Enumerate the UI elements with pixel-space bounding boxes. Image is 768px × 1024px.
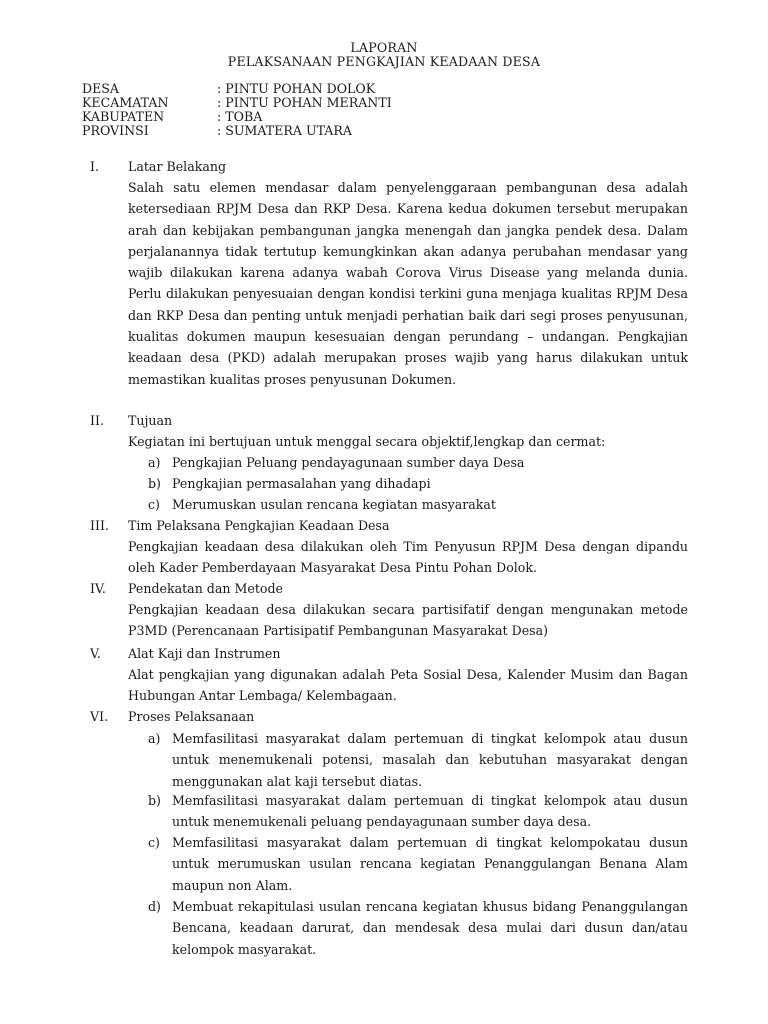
section-numeral: IV. <box>90 581 106 596</box>
list-item-text: Memfasilitasi masyarakat dalam pertemuan di tingkat kelompok atau dusun untuk menemukenali peluang pendayagunaan sumber daya desa. <box>172 793 688 830</box>
section-body: Alat pengkajian yang digunakan adalah Peta Sosial Desa, Kalender Musim dan Bagan Hubungan Antar Lembaga/ Kelembagaan. <box>128 667 688 704</box>
list-item-text: Membuat rekapitulasi usulan rencana kegiatan khusus bidang Penanggulangan Bencana, keadaan darurat, dan mendesak desa mulai dari dusun dan/atau kelompok masyarakat. <box>172 899 688 957</box>
list-item-letter: b) <box>148 476 161 491</box>
section-title: Tim Pelaksana Pengkajian Keadaan Desa <box>128 518 390 533</box>
identity-value: : PINTU POHAN MERANTI <box>217 95 392 110</box>
identity-value: : TOBA <box>217 109 263 124</box>
section-intro: Kegiatan ini bertujuan untuk menggal secara objektif,lengkap dan cermat: <box>128 434 606 449</box>
section-body: Pengkajian keadaan desa dilakukan oleh Tim Penyusun RPJM Desa dengan dipandu oleh Kader Pemberdayaan Masyarakat Desa Pintu Pohan Dolok. <box>128 539 688 576</box>
list-item-letter: a) <box>148 731 161 746</box>
section-numeral: VI. <box>90 709 109 724</box>
section-title: Proses Pelaksanaan <box>128 709 255 724</box>
identity-value: : PINTU POHAN DOLOK <box>217 81 376 96</box>
section-numeral: I. <box>90 159 99 174</box>
section-numeral: II. <box>90 413 104 428</box>
list-item-letter: b) <box>148 793 161 808</box>
list-item-letter: c) <box>148 835 160 850</box>
identity-key: PROVINSI <box>82 123 149 138</box>
list-item-letter: a) <box>148 455 161 470</box>
list-item-letter: d) <box>148 899 161 914</box>
report-title: LAPORAN <box>350 40 418 55</box>
identity-key: KECAMATAN <box>82 95 169 110</box>
section-title: Alat Kaji dan Instrumen <box>128 646 281 661</box>
identity-value: : SUMATERA UTARA <box>217 123 352 138</box>
list-item-text: Merumuskan usulan rencana kegiatan masyarakat <box>172 497 496 512</box>
section-body: Salah satu elemen mendasar dalam penyelenggaraan pembangunan desa adalah ketersediaan RPJM Desa dan RKP Desa. Karena kedua dokumen tersebut merupakan arah dan kebijakan pembangunan jangka menengah dan jangka pendek desa. Dalam perjalanannya tidak tertutup kemungkinkan akan adanya perubahan mendasar yang wajib dilakukan karena adanya wabah Corova Virus Disease yang melanda dunia. Perlu dilakukan penyesuaian dengan kondisi terkini guna menjaga kualitas RPJM Desa dan RKP Desa dan penting untuk menjadi perhatian baik dari segi proses penyusunan, kualitas dokumen maupun kesesuaian dengan perundang – undangan. Pengkajian keadaan desa (PKD) adalah merupakan proses wajib yang harus dilakukan untuk memastikan kualitas proses penyusunan Dokumen. <box>128 180 688 387</box>
identity-key: KABUPATEN <box>82 109 165 124</box>
section-title: Pendekatan dan Metode <box>128 581 283 596</box>
list-item-text: Memfasilitasi masyarakat dalam pertemuan di tingkat kelompokatau dusun untuk merumuskan usulan rencana kegiatan Penanggulangan Benana Alam maupun non Alam. <box>172 835 688 893</box>
section-title: Latar Belakang <box>128 159 227 174</box>
list-item-text: Memfasilitasi masyarakat dalam pertemuan di tingkat kelompok atau dusun untuk menemukenali potensi, masalah dan kebutuhan masyarakat dengan menggunakan alat kaji tersebut diatas. <box>172 731 688 789</box>
section-title: Tujuan <box>128 413 173 428</box>
section-numeral: III. <box>90 518 109 533</box>
report-subtitle: PELAKSANAAN PENGKAJIAN KEADAAN DESA <box>227 54 541 69</box>
identity-key: DESA <box>82 81 120 96</box>
list-item-text: Pengkajian permasalahan yang dihadapi <box>172 476 431 491</box>
list-item-letter: c) <box>148 497 160 512</box>
section-body: Pengkajian keadaan desa dilakukan secara partisifatif dengan mengunakan metode P3MD (Perencanaan Partisipatif Pembangunan Masyarakat Desa) <box>128 602 688 639</box>
section-numeral: V. <box>90 646 101 661</box>
list-item-text: Pengkajian Peluang pendayagunaan sumber daya Desa <box>172 455 525 470</box>
